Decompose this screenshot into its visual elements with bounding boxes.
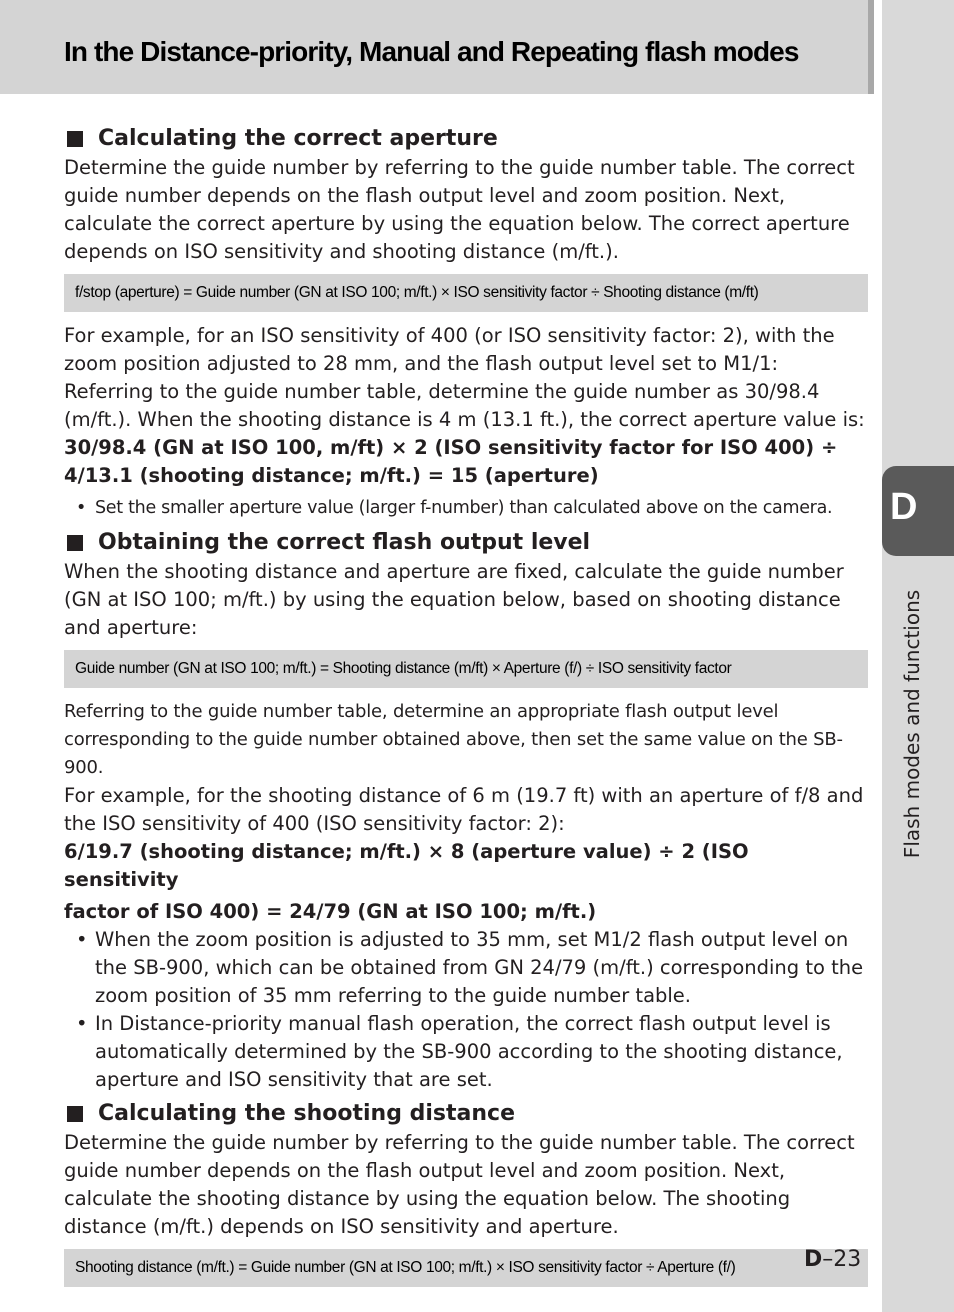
section-heading-text: Obtaining the correct flash output level — [98, 530, 591, 555]
page-number-value: –23 — [822, 1247, 862, 1272]
square-bullet-icon — [67, 131, 83, 147]
example-result: 30/98.4 (GN at ISO 100, m/ft) × 2 (ISO sensitivity factor for ISO 400) ÷ 4/13.1 (shooting distance; m/ft.) = 15 (aperture) — [64, 436, 838, 487]
example-result-line2: factor of ISO 400) = 24/79 (GN at ISO 100; m/ft.) — [64, 900, 597, 923]
title-bar — [0, 0, 874, 94]
page-number — [804, 1247, 861, 1272]
example-text: For example, for an ISO sensitivity of 400 (or ISO sensitivity factor: 2), with the zoom position adjusted to 28 mm, and the flash output level set to M1/1: Referring to the guide number table, determine the guide number as 30/98.4 (m/ft.). When the shooting distance is 4 m (13.1 ft.), the correct aperture value is: — [64, 324, 865, 431]
section-heading-distance — [64, 1099, 868, 1129]
bullet-list — [64, 926, 868, 1094]
chapter-tab — [882, 466, 954, 556]
section-heading-text: Calculating the correct aperture — [98, 126, 498, 151]
chapter-tab-letter: D — [890, 486, 918, 528]
square-bullet-icon — [67, 535, 83, 551]
equation-box: Guide number (GN at ISO 100; m/ft.) = Shooting distance (m/ft) × Aperture (f/) ÷ ISO sensitivity factor — [64, 650, 868, 688]
list-item: • Set the smaller aperture value (larger f-number) than calculated above on the camera. — [64, 494, 868, 522]
section-intro: When the shooting distance and aperture are fixed, calculate the guide number (GN at ISO 100; m/ft.) by using the equation below, based on shooting distance and aperture: — [64, 560, 844, 639]
note-text: Referring to the guide number table, determine an appropriate flash output level corresponding to the guide number obtained above, then set the same value on the SB-900. — [64, 701, 843, 778]
page-title: In the Distance-priority, Manual and Repeating flash modes — [64, 36, 799, 67]
square-bullet-icon — [67, 1106, 83, 1122]
section-heading-text: Calculating the shooting distance — [98, 1101, 515, 1126]
equation-box: f/stop (aperture) = Guide number (GN at ISO 100; m/ft.) × ISO sensitivity factor ÷ Shooting distance (m/ft) — [64, 274, 868, 312]
list-item: • In Distance-priority manual flash operation, the correct flash output level is automatically determined by the SB-900 according to the shooting distance, aperture and ISO sensitivity that are set. — [64, 1010, 868, 1094]
section-intro: Determine the guide number by referring to the guide number table. The correct guide number depends on the flash output level and zoom position. Next, calculate the shooting distance by using the equation below. The shooting distance (m/ft.) depends on ISO sensitivity and aperture. — [64, 1131, 855, 1238]
example-text: For example, for the shooting distance of 6 m (19.7 ft) with an aperture of f/8 and the ISO sensitivity of 400 (ISO sensitivity factor: 2): — [64, 784, 864, 835]
list-item: • When the zoom position is adjusted to 35 mm, set M1/2 flash output level on the SB-900, which can be obtained from GN 24/79 (m/ft.) corresponding to the zoom position of 35 mm referring to the guide number table. — [64, 926, 868, 1010]
section-heading-aperture — [64, 124, 868, 154]
equation-box: Shooting distance (m/ft.) = Guide number (GN at ISO 100; m/ft.) × ISO sensitivity factor ÷ Aperture (f/) — [64, 1249, 868, 1287]
section-intro: Determine the guide number by referring to the guide number table. The correct guide number depends on the flash output level and zoom position. Next, calculate the correct aperture by using the equation below. The correct aperture depends on ISO sensitivity and shooting distance (m/ft.). — [64, 156, 855, 263]
main-content — [64, 124, 868, 1297]
section-heading-output-level — [64, 528, 868, 558]
bullet-list — [64, 494, 868, 522]
example-result-line1: 6/19.7 (shooting distance; m/ft.) × 8 (aperture value) ÷ 2 (ISO sensitivity — [64, 840, 749, 891]
chapter-side-label: Flash modes and functions — [900, 589, 924, 859]
page-number-prefix: D — [804, 1247, 823, 1272]
